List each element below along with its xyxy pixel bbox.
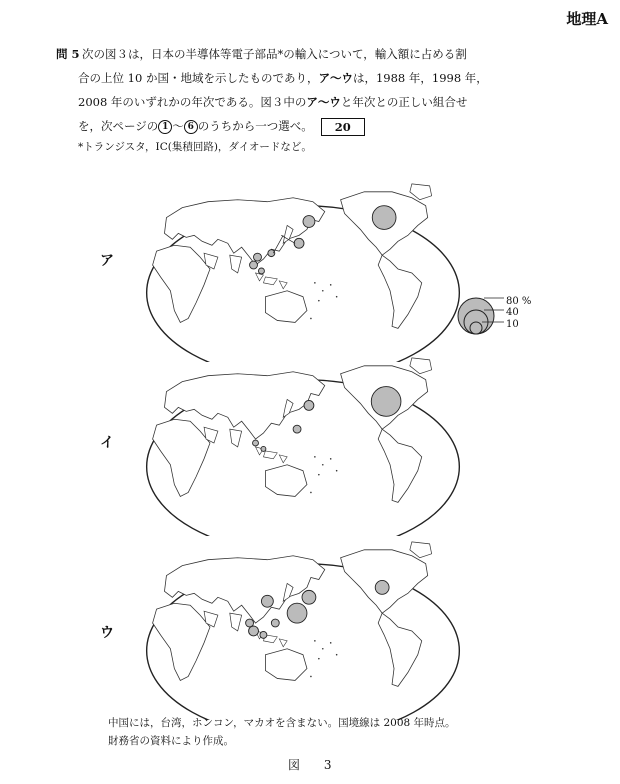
question-line-3-rest: と年次との正しい組合せ xyxy=(340,95,468,109)
bubble-hongkong xyxy=(254,253,262,261)
bubble-taiwan xyxy=(293,425,301,433)
bubble-malaysia xyxy=(249,626,259,636)
bubble-korea xyxy=(304,400,314,410)
map-label-i: イ xyxy=(100,435,114,451)
map-label-a: ア xyxy=(100,253,114,269)
legend-label-40: 40 xyxy=(506,307,519,318)
question-line-2 xyxy=(78,66,578,90)
bubble-malaysia xyxy=(253,440,259,446)
bubble-singapore xyxy=(261,446,266,451)
question-line-3-bold: ア〜ウ xyxy=(306,95,341,109)
bubble-singapore xyxy=(260,631,267,638)
question-line-3-text: 2008 年のいずれかの年次である。図３中の xyxy=(78,95,307,109)
bubble-singapore xyxy=(258,268,264,274)
question-line-2-text: 合の上位 10 か国・地域を示したものであり， xyxy=(78,71,319,85)
bubble-taiwan xyxy=(294,238,304,248)
note-line-2: 財務省の資料により作成。 xyxy=(108,735,234,747)
note-line-1: 中国には，台湾，ホンコン，マカオを含まない。国境線は 2008 年時点。 xyxy=(108,717,456,729)
bubble-usa xyxy=(375,580,389,594)
question-line-4-b: のうちから一つ選べ。 xyxy=(197,119,313,133)
choice-last-circle: 6 xyxy=(184,120,198,134)
question-line-2-bold: ア〜ウ xyxy=(318,71,353,85)
question-line-4-a: を，次ページの xyxy=(78,119,159,133)
choice-first-circle: 1 xyxy=(158,120,172,134)
bubble-philippines xyxy=(268,250,275,257)
world-map-u xyxy=(138,532,468,720)
answer-box[interactable]: 20 xyxy=(321,118,365,136)
figure-notes xyxy=(108,714,456,750)
bubble-korea xyxy=(302,590,316,604)
question-line-1: 次の図３は，日本の半導体等電子部品*の輸入について，輸入額に占める割 xyxy=(82,47,467,61)
world-map-i xyxy=(138,348,468,536)
map-label-u: ウ xyxy=(100,625,114,641)
bubble-philippines xyxy=(271,619,279,627)
bubble-usa xyxy=(372,206,396,230)
subject-title: 地理A xyxy=(566,10,608,28)
legend-label-10: 10 xyxy=(506,319,519,330)
question-number: 問 5 xyxy=(56,47,80,61)
figure-caption: 図 3 xyxy=(288,758,342,772)
bubble-malaysia xyxy=(250,261,258,269)
bubble-korea xyxy=(303,216,315,228)
legend-label-80: 80 % xyxy=(506,296,532,307)
bubble-china xyxy=(261,595,273,607)
question-line-4 xyxy=(78,114,578,138)
world-map-a xyxy=(138,174,468,362)
bubble-taiwan xyxy=(287,603,307,623)
bubble-usa xyxy=(371,387,401,417)
question-line-4-sep: 〜 xyxy=(172,119,184,133)
question-block xyxy=(56,42,578,155)
question-line-3 xyxy=(78,90,578,114)
question-line-2-rest: は，1988 年，1998 年， xyxy=(352,71,488,85)
question-footnote: *トランジスタ，IC(集積回路)，ダイオードなど。 xyxy=(78,141,312,153)
